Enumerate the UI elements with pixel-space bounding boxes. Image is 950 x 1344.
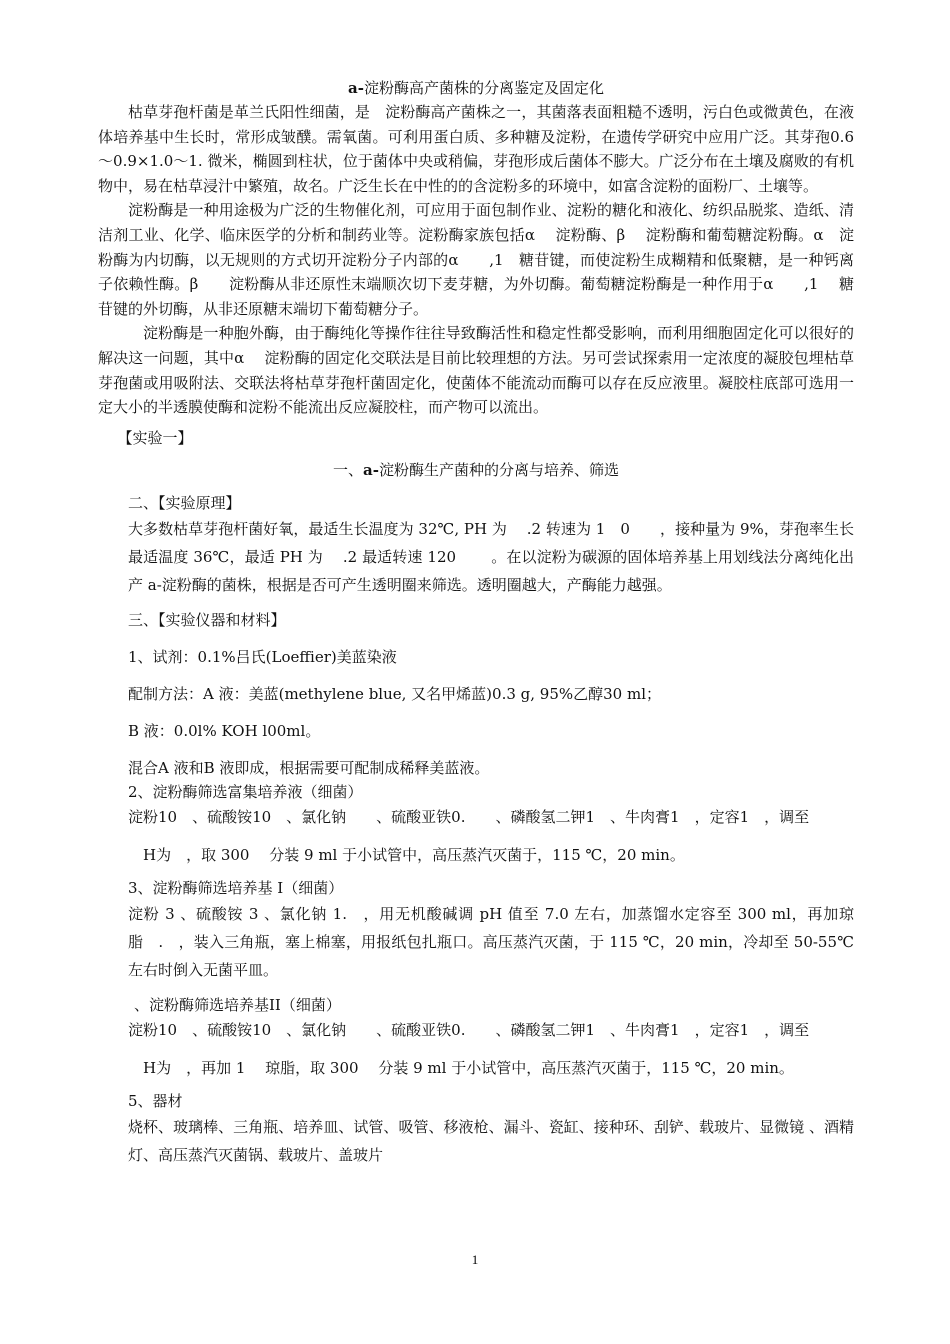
intro-paragraph-3: 淀粉酶是一种胞外酶，由于酶纯化等操作往往导致酶活性和稳定性都受影响，而利用细胞固定化可以很好的解决这一问题，其中α 淀粉酶的固定化交联法是目前比较理想的方法。另可尝试探索用一定浓度的凝胶包埋枯草芽孢菌或用吸附法、交联法将枯草芽孢杆菌固定化，使菌体不能流动而酶可以存在反应液里。凝胶柱底部可选用一定大小的半透膜使酶和淀粉不能流出反应凝胶柱，而产物可以流出。 [98,324,854,417]
section-three-heading: 三、【实验仪器和材料】 [128,610,286,629]
recipe-three: 淀粉 3 、硫酸铵 3 、氯化钠 1. ，用无机酸碱调 pH 值至 7.0 左右，加蒸馏水定容至 300 ml，再加琼脂 . ，装入三角瓶，塞上棉塞，用报纸包扎瓶口。高压蒸汽灭菌，于 115 ℃，20 min，冷却至 50-55℃左右时倒入无菌平皿。 [128,904,854,979]
recipe-two-continued: H为 ，取 300 分装 9 ml 于小试管中，高压蒸汽灭菌于，115 ℃，20 min。 [143,845,685,864]
section-two-heading: 二、【实验原理】 [128,493,241,512]
reagent-line: 1、试剂：0.1%吕氏(Loeffier)美蓝染液 [128,647,397,666]
section-one-text: 淀粉酶生产菌种的分离与培养、筛选 [378,460,619,479]
intro-paragraph-2: 淀粉酶是一种用途极为广泛的生物催化剂，可应用于面包制作业、淀粉的糖化和液化、纺织品脱浆、造纸、清洁剂工业、化学、临床医学的分析和制药业等。淀粉酶家族包括α 淀粉酶、β 淀粉酶和葡萄糖淀粉酶。α 淀粉酶为内切酶，以无规则的方式切开淀粉分子内部的α ,1 糖苷键，而使淀粉生成糊精和低聚糖，是一种钙离子依赖性酶。β 淀粉酶从非还原性末端顺次切下麦芽糖，为外切酶。葡萄糖淀粉酶是一种作用于α ,1 糖苷键的外切酶，从非还原糖末端切下葡萄糖分子。 [98,201,854,318]
prep-a-line: 配制方法：A 液：美蓝(methylene blue, 又名甲烯蓝)0.3 g, 95%乙醇30 ml； [128,684,661,703]
document-title [98,76,854,100]
title-prefix: a- [348,79,364,97]
item-five-heading: 5、器材 [128,1091,183,1110]
recipe-four: 淀粉10 、硫酸铵10 、氯化钠 、硫酸亚铁0. 、磷酸氢二钾1 、牛肉膏1 ，定容1 ，调至 [128,1020,810,1039]
recipe-four-continued: H为 ，再加 1 琼脂，取 300 分装 9 ml 于小试管中，高压蒸汽灭菌于，115 ℃，20 min。 [143,1058,794,1077]
item-four-heading: 、淀粉酶筛选培养基II（细菌） [134,995,341,1014]
page-number: 1 [471,1252,479,1267]
section-one-prefix: a- [363,460,379,479]
equipment-list: 烧杯、玻璃棒、三角瓶、培养皿、试管、吸管、移液枪、漏斗、瓷缸、接种环、刮铲、载玻片、显微镜 、酒精灯、高压蒸汽灭菌锅、载玻片、盖玻片 [128,1117,854,1164]
section-one-heading [98,458,854,482]
principle-paragraph: 大多数枯草芽孢杆菌好氧，最适生长温度为 32℃, PH 为 .2 转速为 1 0 ，接种量为 9%，芽孢率生长最适温度 36℃，最适 PH 为 .2 最适转速 120 。在以淀粉为碳源的固体培养基上用划线法分离纯化出产 a-淀粉酶的菌株，根据是否可产生透明圈来筛选。透明圈越大，产酶能力越强。 [128,519,854,594]
item-two-heading: 2、淀粉酶筛选富集培养液（细菌） [128,782,363,801]
recipe-two: 淀粉10 、硫酸铵10 、氯化钠 、硫酸亚铁0. 、磷酸氢二钾1 、牛肉膏1 ，定容1 ，调至 [128,807,810,826]
mix-line: 混合A 液和B 液即成，根据需要可配制成稀释美蓝液。 [128,758,490,777]
intro-paragraph-1: 枯草芽孢杆菌是革兰氏阳性细菌，是 淀粉酶高产菌株之一，其菌落表面粗糙不透明，污白色或微黄色，在液体培养基中生长时，常形成皱醭。需氧菌。可利用蛋白质、多种糖及淀粉，在遗传学研究中应用广泛。其芽孢0.6～0.9×1.0～1. 微米，椭圆到柱状，位于菌体中央或稍偏，芽孢形成后菌体不膨大。广泛分布在土壤及腐败的有机物中，易在枯草浸汁中繁殖，故名。广泛生长在中性的的含淀粉多的环境中，如富含淀粉的面粉厂、土壤等。 [98,103,854,195]
title-text: 淀粉酶高产菌株的分离鉴定及固定化 [363,79,604,97]
item-three-heading: 3、淀粉酶筛选培养基 I（细菌） [128,878,344,897]
experiment-one-heading: 【实验一】 [117,428,193,447]
section-one-number: 一、 [333,460,364,479]
prep-b-line: B 液：0.0l% KOH l00ml。 [128,721,321,740]
